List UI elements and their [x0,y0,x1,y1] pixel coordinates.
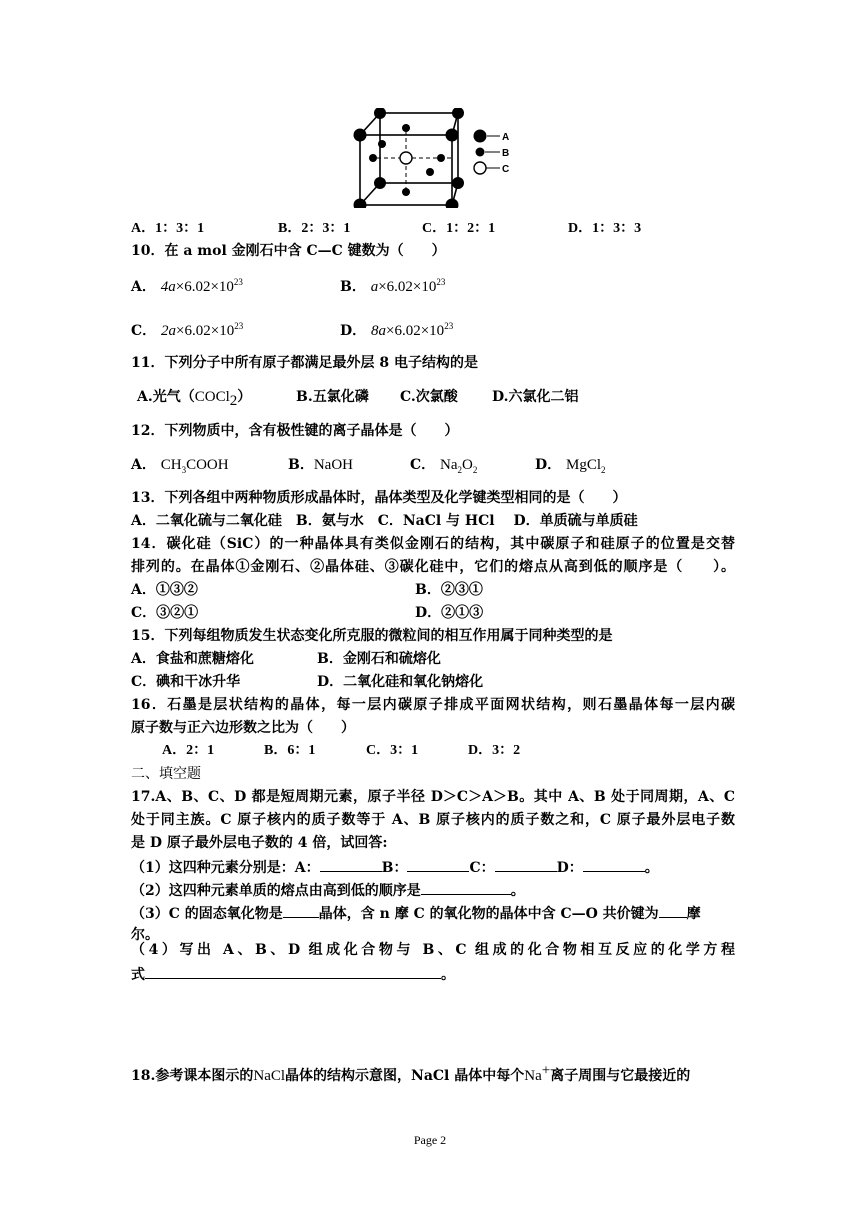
page-footer: Page 2 [413,1133,447,1147]
answer-blank-b[interactable] [407,857,469,872]
q16-line1: 16．石墨是层状结构的晶体，每一层内碳原子排成平面网状结构，则石墨晶体每一层内碳 [131,697,735,713]
q14-option-b: B．②③① [415,582,483,598]
q15-option-d: D．二氧化硅和氧化钠熔化 [317,674,484,690]
q10-option-b: B． $a\times 6.02\times 10^{23}$ [340,277,446,295]
q13-options: A．二氧化硫与二氧化硅 B．氨与水 C．NaCl 与 HCl D．单质硫与单质硅 [131,513,638,529]
q17-part3-cont: 尔。 [131,927,159,943]
answer-blank-c[interactable] [495,857,557,872]
crystal-structure-figure [340,108,520,208]
q16-option-d: D．3：2 [468,743,521,758]
answer-blank-bonds[interactable] [659,903,687,918]
q15-option-c: C．碘和干冰升华 [131,674,241,690]
q17-part4-line1: （4）写出 A、B、D 组成化合物与 B、C 组成的化合物相互反应的化学方程 [131,942,735,958]
q11-option-b: B.五氯化磷 [296,389,369,405]
q15-option-b: B．金刚石和硫熔化 [317,651,441,667]
legend-c: C [502,164,510,175]
q10-option-c: C． $2a\times 6.02\times 10^{23}$ [131,321,244,339]
q16-option-b: B．6：1 [264,743,316,758]
q9-option-d: D．1：3：3 [568,221,642,236]
q16-option-a: A．2：1 [162,743,215,758]
q11-stem: 11．下列分子中所有原子都满足最外层 8 电子结构的是 [131,355,478,371]
q9-option-b: B．2：3：1 [278,221,351,236]
q14-option-a: A．①③② [131,582,198,598]
q17-part2: （2）这四种元素单质的熔点由高到低的顺序是 。 [131,880,525,900]
q17-line1: 17.A、B、C、D 都是短周期元素，原子半径 D＞C＞A＞B。其中 A、B 处于同周期，A、C [131,789,735,805]
q17-line3: 是 D 原子最外层电子数的 4 倍，试回答: [131,835,388,851]
q17-part4-line2: 式 。 [131,964,455,984]
q11-option-a: A.光气（COCl$_2$） [137,389,252,409]
q12-option-a: A． $CH_3COOH$ [131,457,229,475]
answer-blank-equation[interactable] [145,964,441,979]
answer-blank-order[interactable] [421,880,511,895]
q12-option-b: B．NaOH [288,457,353,473]
answer-blank-d[interactable] [583,857,645,872]
legend-b: B [502,148,510,159]
q14-line1: 14．碳化硅（SiC）的一种晶体具有类似金刚石的结构，其中碳原子和硅原子的位置是交替 [131,536,735,552]
q14-option-d: D．②①③ [415,605,484,621]
q13-stem: 13．下列各组中两种物质形成晶体时，晶体类型及化学键类型相同的是（ ） [131,490,627,506]
q12-stem: 12．下列物质中，含有极性键的离子晶体是（ ） [131,423,459,439]
q10-option-a: A． $4a\times 6.02\times 10^{23}$ [131,277,243,295]
q9-option-a: A．1：3：1 [131,221,205,236]
q12-option-d: D． MgCl$_2$ [535,457,606,475]
q16-line2: 原子数与正六边形数之比为（ ） [131,720,355,736]
legend-a: A [502,132,510,143]
answer-blank-a[interactable] [320,857,382,872]
q17-line2: 处于同主族。C 原子核内的质子数等于 A、B 原子核内的质子数之和，C 原子最外层电子数 [131,812,735,828]
q17-part1: （1）这四种元素分别是：A： B： C： D： 。 [131,857,659,877]
q17-part3: （3）C 的固态氧化物是 晶体，含 n 摩 C 的氧化物的晶体中含 C—O 共价键为 摩 [131,903,701,923]
q14-option-c: C．③②① [131,605,199,621]
q9-option-c: C．1：2：1 [422,221,496,236]
q10-option-d: D． $8a\times 6.02\times 10^{23}$ [340,321,454,339]
q14-line2: 排列的。在晶体①金刚石、②晶体硅、③碳化硅中，它们的熔点从高到低的顺序是（ ）。 [131,559,735,575]
q16-option-c: C．3：1 [366,743,419,758]
answer-blank-crystal[interactable] [283,903,319,918]
q15-option-a: A．食盐和蔗糖熔化 [131,651,254,667]
q15-stem: 15．下列每组物质发生状态变化所克服的微粒间的相互作用属于同种类型的是 [131,628,613,644]
q10-stem: 10．在 a mol 金刚石中含 C—C 键数为（ ） [131,243,446,259]
q12-option-c: C． $Na_2O_2$ [410,457,478,475]
q18-line1: 18.参考课本图示的NaCl晶体的结构示意图，NaCl 晶体中每个Na+离子周围与它最接近的 [131,1062,691,1084]
q11-option-d: D.六氯化二铝 [492,389,579,405]
section-heading: 二、填空题 [131,766,201,782]
q11-option-c: C.次氯酸 [400,389,458,405]
